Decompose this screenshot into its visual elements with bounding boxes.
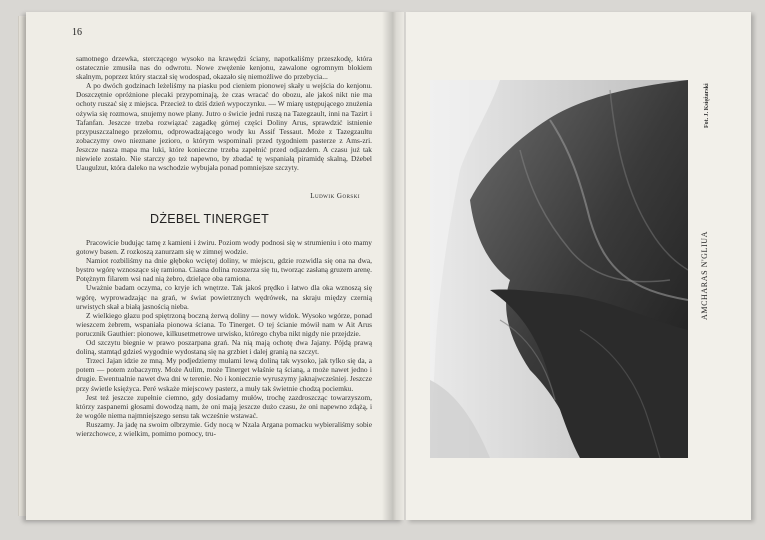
paragraph: Z wielkiego głazu pod spiętrzoną boczną żerwą doliny — nowy widok. Wysoko wgórze, ponad wieszcem żebrem, wspaniała pionowa ściana. To Tinerget. O tej ścianie mówił nam w Ait Arus porucznik Gauthier: pionowe, kilkusetmetrowe urwisko, którego chyba nikt nigdy nie przejdzie. — [76, 310, 372, 338]
paragraph: Od szczytu biegnie w prawo poszarpana grań. Na nią mają ochotę dwa Jajany. Pójdą prawą doliną, stamtąd gdzieś wygodnie wydostaną się na grzbiet i dalej granią na szczyt. — [76, 338, 372, 357]
paragraph: samotnego drzewka, sterczącego wysoko na krawędzi ściany, napotkaliśmy przeszkodę, która ostatecznie zmusiła nas do odwrotu. Nowe zwężenie kenjonu, zawalone ogromnym blokiem skalnym, poprzez który staczał się wodospad, okazało się niemożliwe do przebycia... — [76, 54, 372, 82]
photo-credit: Fot. J. Księżarski — [704, 83, 710, 128]
chapter-heading: DŻEBEL TINERGET — [150, 212, 270, 226]
mountain-photo-image — [430, 80, 688, 458]
paragraph: Ruszamy. Ja jadę na swoim olbrzymie. Gdy nocą w Nzala Argana pomacku wybieraliśmy sobie wierzchowce, z wielkim, pomimo pomocy, tru- — [76, 419, 372, 438]
paragraph: Namiot rozbiliśmy na dnie głęboko wciętej doliny, w miejscu, gdzie rozwidla się ona na dwa, bystro wgórę wznoszące się ramiona. Ciasna dolina rozszerza się tu, tworząc zasłaną gruzem arenę. Potężnym filarem wsi nad nią żebro, dzielące oba ramiona. — [76, 256, 372, 284]
paragraph: Pracowicie budując tamę z kamieni i żwiru. Poziom wody podnosi się w strumieniu i oto mamy gotowy basen. Z rozkoszą zanurzam się w zimnej wodzie. — [76, 238, 372, 257]
photo-caption: AMCHARAS N'GLIUA — [700, 230, 709, 320]
paragraph: Uważnie badam oczyma, co kryje ich wnętrze. Tak jakoś prędko i łatwo dla oka wznoszą się wgórę, wyprowadzając na grań, w świat powietrznych wędrówek, na skraju między czernią urwistych skał a białą jasnością nieba. — [76, 283, 372, 311]
text-block-top — [76, 54, 372, 172]
paragraph: Trzeci Jajan idzie ze mną. My podjedziemy mułami lewą doliną tak wysoko, jak tylko się da, a potem — potem zobaczymy. Może Aulim, może Tinerget właśnie tą ścianą, a może nawet jedno i drugie. Ewentualnie nawet dwa dni w terenie. No i koniecznie wyruszymy jaknajwcześniej. Jeszcze przy świetle księżyca. Peré wskaże miejscowy pasterz, a muły tak świetnie chodzą pociemku. — [76, 356, 372, 393]
text-block-bottom — [76, 238, 372, 438]
author-signature: Ludwik Gorski — [310, 192, 360, 200]
page-number: 16 — [72, 27, 82, 38]
mountain-photo — [430, 80, 688, 458]
book-gutter — [382, 12, 406, 520]
paragraph: Jest też jeszcze zupełnie ciemno, gdy dosiadamy mułów, trochę zazdroszcząc towarzyszom, którzy zaspanemi głosami dowodzą nam, że oni mają jeszcze dużo czasu, że oni napewno zdążą, i że wogóle niema najmniejszego sensu tak wcześnie wstawać. — [76, 392, 372, 420]
paragraph: A po dwóch godzinach leżeliśmy na piasku pod cieniem pionowej skały u wejścia do kenjonu. Doszczętnie opróżnione plecaki przypominają, że czas wracać do obozu, ale jakoś nikt nie ma ochoty ruszać się z miejsca. Przecież to dziś dzień wypoczynku. — W miarę ustępującego znużenia ożywia się rozmowa, snujemy nowe plany. Jutro o świcie jedni ruszą na Tazegzault, inni na Tazirt i Tafanfan. Jeszcze trzeba rozwiązać zagadkę górnej części Doliny Arus, sprawdzić istnienie przypuszczalnego przełomu, odprowadzającego wody ku Assif Tessaut. Może z Tazegzaultu zobaczymy owo nieznane jezioro, o którym wspominali przed tygodniem pasterze z Ams-zri. Jeszcze nasza mapa ma luki, które konieczne trzeba zapełnić przed odjazdem. A czasu już tak niewiele zostało. Nie starczy go też napewno, by zbadać tę wspaniałą piramidę skalną, Dżebel Uaugulzut, która daleko na wschodzie wybujała ponad pomniejsze szczyty. — [76, 81, 372, 173]
